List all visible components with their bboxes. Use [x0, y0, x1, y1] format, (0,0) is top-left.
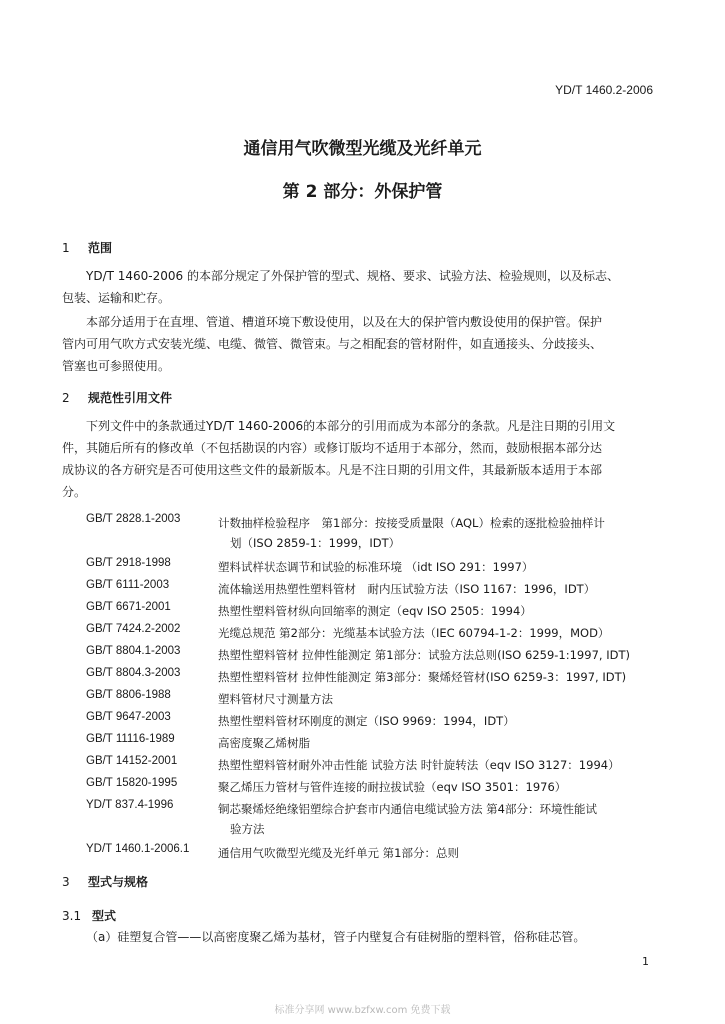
- paragraph-line: 下列文件中的条款通过YD/T 1460-2006的本部分的引用而成为本部分的条款。凡是注日期的引用文: [86, 419, 616, 433]
- paragraph-line: 成协议的各方研究是否可使用这些文件的最新版本。凡是不注日期的引用文件，其最新版本适用于本部: [62, 463, 603, 477]
- reference-code: GB/T 2828.1-2003: [86, 513, 181, 525]
- reference-item: [86, 641, 666, 663]
- subsection-number: 3.1: [62, 909, 82, 923]
- reference-code: GB/T 8806-1988: [86, 689, 171, 701]
- paragraph-line: 管内可用气吹方式安装光缆、电缆、微管、微管束。与之相配套的管材附件，如直通接头、分歧接头、: [62, 337, 603, 351]
- paragraph-line: YD/T 1460-2006 的本部分规定了外保护管的型式、规格、要求、试验方法、检验规则，以及标志、: [86, 269, 619, 283]
- reference-title: [218, 601, 532, 621]
- subsection-title: 型式: [92, 909, 117, 923]
- reference-title-line: 热塑性塑料管材纵向回缩率的测定（eqv ISO 2505：1994）: [218, 604, 532, 618]
- paragraph-line: 件，其随后所有的修改单（不包括勘误的内容）或修订版均不适用于本部分，然而，鼓励根据本部分达: [62, 441, 603, 455]
- reference-code: GB/T 15820-1995: [86, 777, 178, 789]
- reference-title: [218, 645, 630, 665]
- reference-title-line: 计数抽样检验程序 第1部分：按接受质量限（AQL）检索的逐批检验抽样计: [218, 516, 605, 530]
- reference-item: [86, 729, 666, 751]
- reference-code: GB/T 6111-2003: [86, 579, 170, 591]
- subsection-3-1-heading: [62, 907, 116, 924]
- reference-title-line: 塑料试样状态调节和试验的标准环境 （idt ISO 291：1997）: [218, 560, 534, 574]
- reference-title: [218, 777, 566, 797]
- reference-title: [218, 843, 459, 863]
- reference-item: [86, 707, 666, 729]
- reference-code: GB/T 14152-2001: [86, 755, 178, 767]
- section-1-heading: [62, 239, 112, 256]
- reference-title-line: 热塑性塑料管材耐外冲击性能 试验方法 时针旋转法（eqv ISO 3127：1994）: [218, 758, 620, 772]
- document-title: 通信用气吹微型光缆及光纤单元: [243, 139, 482, 159]
- reference-item: [86, 597, 666, 619]
- section-number: 1: [62, 241, 70, 255]
- reference-title-line: 验方法: [230, 822, 265, 836]
- section-title: 范围: [88, 241, 113, 255]
- reference-item: [86, 751, 666, 773]
- scope-paragraph-2: [62, 311, 662, 377]
- section-number: 2: [62, 391, 70, 405]
- reference-title-line: 热塑性塑料管材环刚度的测定（ISO 9969：1994，IDT）: [218, 714, 515, 728]
- reference-code: GB/T 9647-2003: [86, 711, 171, 723]
- reference-title: [218, 557, 533, 577]
- reference-code: GB/T 8804.1-2003: [86, 645, 181, 657]
- reference-title: [218, 689, 333, 709]
- reference-title-line: 热塑性塑料管材 拉伸性能测定 第3部分：聚烯烃管材(ISO 6259-3：1997, IDT): [218, 670, 627, 684]
- reference-code: GB/T 6671-2001: [86, 601, 171, 613]
- reference-list: [86, 509, 666, 861]
- reference-code: GB/T 7424.2-2002: [86, 623, 181, 635]
- paragraph-line: 分。: [62, 485, 87, 499]
- reference-title-line: 铜芯聚烯烃绝缘铝塑综合护套市内通信电缆试验方法 第4部分：环境性能试: [218, 802, 597, 816]
- footer-watermark: 标准分享网 www.bzfxw.com 免费下载: [274, 1005, 451, 1016]
- reference-code: GB/T 2918-1998: [86, 557, 171, 569]
- reference-title: [218, 755, 620, 775]
- page-number: 1: [642, 955, 649, 968]
- standard-code: YD/T 1460.2-2006: [555, 83, 653, 97]
- reference-item: [86, 795, 666, 839]
- type-item-a: （a）硅塑复合管——以高密度聚乙烯为基材，管子内壁复合有硅树脂的塑料管，俗称硅芯管。: [86, 930, 586, 944]
- reference-title: [218, 667, 626, 687]
- section-number: 3: [62, 875, 70, 889]
- reference-title-line: 塑料管材尺寸测量方法: [218, 692, 333, 706]
- paragraph-line: 本部分适用于在直埋、管道、槽道环境下敷设使用，以及在大的保护管内敷设使用的保护管。保护: [86, 315, 603, 329]
- section-title: 规范性引用文件: [88, 391, 173, 405]
- reference-title: [218, 733, 310, 753]
- reference-code: YD/T 1460.1-2006.1: [86, 843, 190, 855]
- section-2-heading: [62, 389, 172, 406]
- paragraph-line: 包装、运输和贮存。: [62, 291, 171, 305]
- reference-item: [86, 575, 666, 597]
- reference-title: [218, 711, 515, 731]
- reference-title-line: 热塑性塑料管材 拉伸性能测定 第1部分：试验方法总则(ISO 6259-1:1997, IDT): [218, 648, 630, 662]
- reference-title: [218, 623, 609, 643]
- reference-item: [86, 839, 666, 861]
- reference-title: [218, 513, 605, 553]
- section-title: 型式与规格: [88, 875, 149, 889]
- reference-item: [86, 685, 666, 707]
- reference-title-line: 光缆总规范 第2部分：光缆基本试验方法（IEC 60794-1-2：1999，MOD）: [218, 626, 610, 640]
- reference-item: [86, 619, 666, 641]
- scope-paragraph-1: [62, 265, 662, 309]
- reference-title-line: 通信用气吹微型光缆及光纤单元 第1部分：总则: [218, 846, 459, 860]
- reference-code: YD/T 837.4-1996: [86, 799, 174, 811]
- reference-title-line: 高密度聚乙烯树脂: [218, 736, 310, 750]
- reference-item: [86, 663, 666, 685]
- part-title: 第 2 部分：外保护管: [282, 182, 443, 202]
- reference-title: [218, 799, 597, 839]
- reference-item: [86, 773, 666, 795]
- reference-title-line: 流体输送用热塑性塑料管材 耐内压试验方法（ISO 1167：1996，IDT）: [218, 582, 596, 596]
- section-3-heading: [62, 873, 148, 890]
- reference-title: [218, 579, 595, 599]
- paragraph-line: 管塞也可参照使用。: [62, 359, 171, 373]
- reference-title-line: 聚乙烯压力管材与管件连接的耐拉拔试验（eqv ISO 3501：1976）: [218, 780, 567, 794]
- reference-item: [86, 509, 666, 553]
- reference-title-line: 划（ISO 2859-1：1999，IDT）: [230, 536, 401, 550]
- reference-code: GB/T 11116-1989: [86, 733, 175, 745]
- normative-intro-paragraph: [62, 415, 662, 503]
- reference-item: [86, 553, 666, 575]
- reference-code: GB/T 8804.3-2003: [86, 667, 181, 679]
